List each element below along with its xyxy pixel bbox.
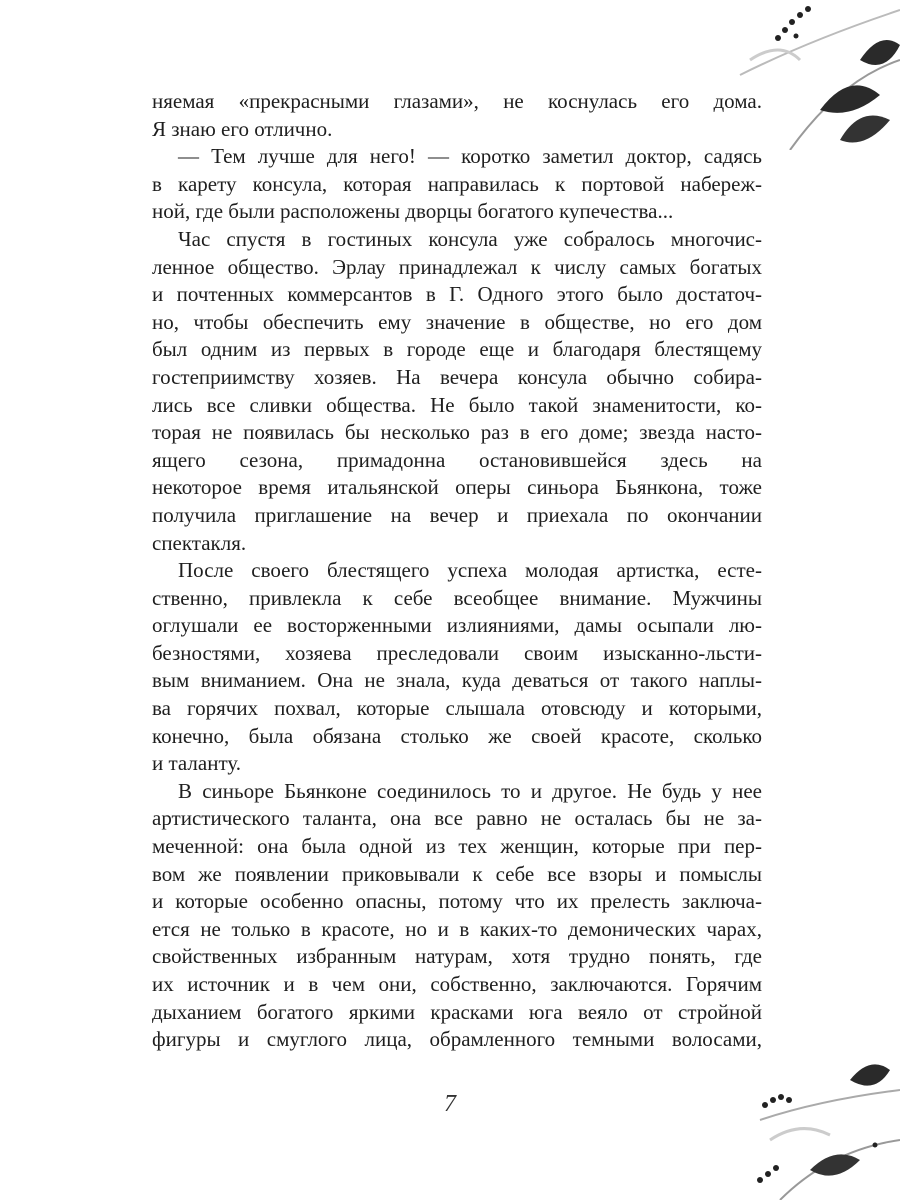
text-line: торая не появилась бы несколько раз в его доме; звезда насто- [152, 420, 762, 445]
text-line: няемая «прекрасными глазами», не коснулась его дома. [152, 89, 762, 113]
text-line: некоторое время итальянской оперы синьора Бьянкона, тоже [152, 475, 762, 500]
text-line: вом же появлении приковывали к себе все взоры и помыслы [152, 861, 762, 886]
text-line: лись все сливки общества. Не было такой знаменитости, ко- [152, 392, 762, 417]
text-line: Час спустя в гостиных консула уже собралось многочис- [178, 226, 762, 251]
text-line: и почтенных коммерсантов в Г. Одного этого было достаточ- [152, 282, 762, 307]
text-line: ной, где были расположены дворцы богатого купечества... [152, 199, 674, 224]
text-line: фигуры и смуглого лица, обрамленного темными волосами, [152, 1027, 762, 1052]
text-line: ется не только в красоте, но и в каких-то демонических чарах, [152, 916, 762, 941]
text-line: конечно, была обязана столько же своей красоте, сколько [152, 723, 762, 748]
text-line: вым вниманием. Она не знала, куда деваться от такого наплы- [152, 668, 762, 693]
text-line: их источник и в чем они, собственно, заключаются. Горячим [152, 972, 762, 996]
text-line: Я знаю его отлично. [152, 116, 333, 141]
text-line: гостеприимству хозяев. На вечера консула обычно собира- [152, 364, 762, 389]
book-page-text [152, 88, 762, 1054]
text-line: спектакля. [152, 530, 247, 555]
text-line: в карету консула, которая направилась к портовой набереж- [152, 171, 762, 196]
text-line: безностями, хозяева преследовали своим изысканно-льсти- [152, 640, 762, 665]
text-line: был одним из первых в городе еще и благодаря блестящему [152, 337, 762, 362]
floral-branch-bottom-right-icon [740, 1050, 900, 1200]
text-line: В синьоре Бьянконе соединилось то и другое. Не будь у нее [178, 778, 762, 803]
text-line: но, чтобы обеспечить ему значение в обществе, но его дом [152, 309, 762, 334]
text-line: ленное общество. Эрлау принадлежал к числу самых богатых [152, 254, 762, 279]
text-line: артистического таланта, она все равно не осталась бы не за- [152, 806, 762, 831]
text-line: получила приглашение на вечер и приехала по окончании [152, 502, 762, 527]
text-line: После своего блестящего успеха молодая артистка, есте- [178, 558, 762, 583]
text-line: — Тем лучше для него! — коротко заметил доктор, садясь [178, 144, 762, 169]
text-line: и таланту. [152, 751, 242, 776]
text-line: и которые особенно опасны, потому что их прелесть заключа- [152, 889, 762, 914]
text-line: меченной: она была одной из тех женщин, которые при пер- [152, 834, 762, 859]
text-line: ва горячих похвал, которые слышала отовсюду и которыми, [152, 696, 762, 721]
text-line: ственно, привлекла к себе всеобщее внимание. Мужчины [152, 585, 762, 610]
text-line: оглушали ее восторженными излияниями, дамы осыпали лю- [152, 613, 762, 638]
text-line: свойственных избранным натурам, хотя трудно понять, где [152, 944, 762, 969]
page-number: 7 [444, 1091, 456, 1117]
text-line: дыханием богатого яркими красками юга веяло от стройной [152, 999, 762, 1024]
text-line: ящего сезона, примадонна остановившейся здесь на [152, 447, 762, 472]
